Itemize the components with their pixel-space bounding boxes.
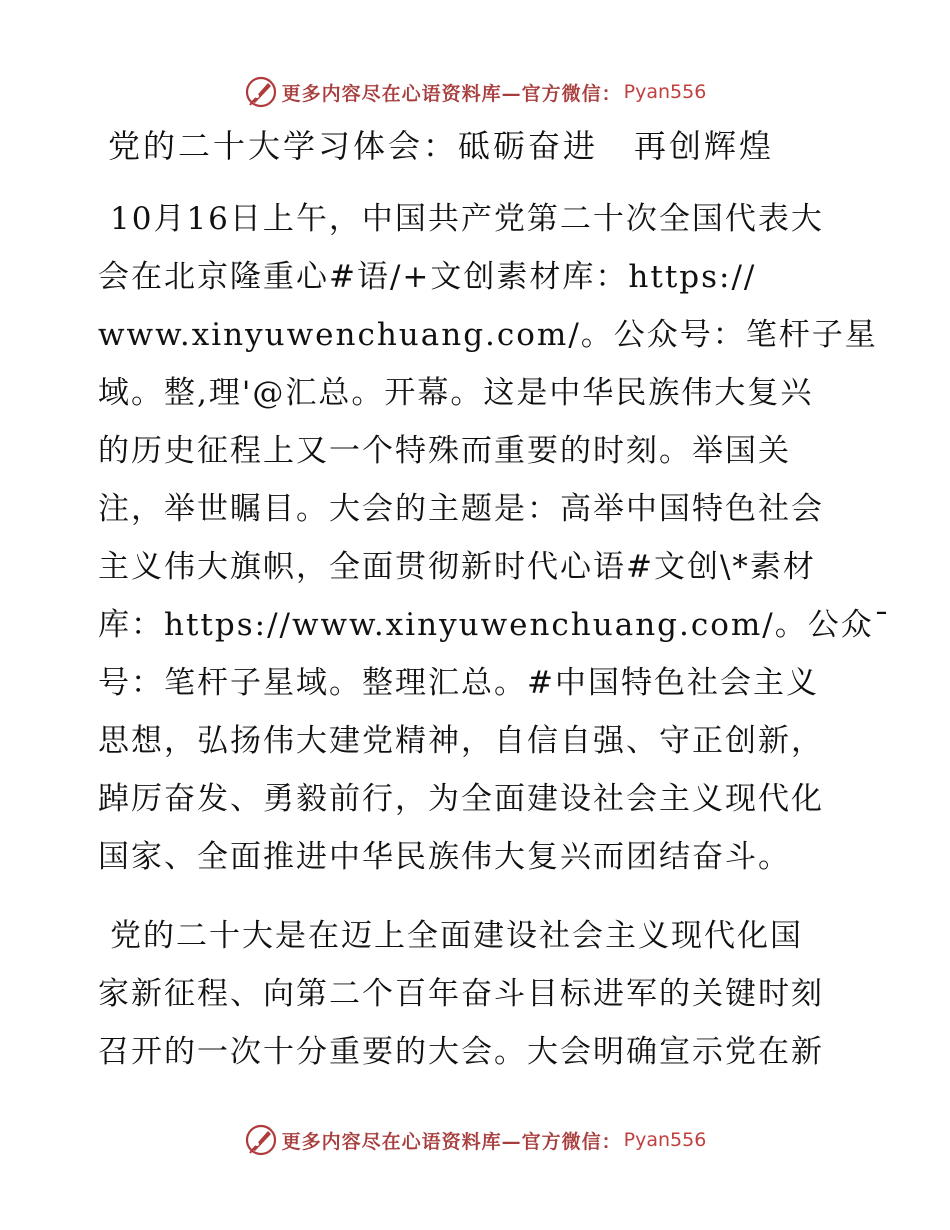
paragraph-line: 党的二十大是在迈上全面建设社会主义现代化国	[110, 918, 803, 954]
body-paragraph-2	[98, 907, 858, 1081]
quill-pen-logo-icon	[244, 1123, 278, 1157]
paragraph-line: 号：笔杆子星域。整理汇总。#中国特色社会主义	[98, 665, 819, 701]
paragraph-line: 库：https://www.xinyuwenchuang.com/。公众¯	[98, 607, 892, 643]
quill-pen-logo-icon	[244, 75, 278, 109]
paragraph-line: 思想，弘扬伟大建党精神，自信自强、守正创新，	[98, 723, 824, 759]
paragraph-line: 域。整,理'@汇总。开幕。这是中华民族伟大复兴	[98, 375, 814, 411]
paragraph-line: www.xinyuwenchuang.com/。公众号：笔杆子星	[98, 317, 878, 353]
paragraph-line: 主义伟大旗帜，全面贯彻新时代心语#文创\*素材	[98, 549, 816, 585]
paragraph-line: 的历史征程上又一个特殊而重要的时刻。举国关	[98, 433, 791, 469]
title-sub: 再创辉煌	[634, 127, 775, 165]
footer-watermark-banner	[0, 1120, 950, 1160]
paragraph-line: 会在北京隆重心#语/+文创素材库：https://	[98, 259, 757, 295]
paragraph-line: 踔厉奋发、勇毅前行，为全面建设社会主义现代化	[98, 781, 824, 817]
paragraph-line: 国家、全面推进中华民族伟大复兴而团结奋斗。	[98, 839, 791, 875]
paragraph-line: 召开的一次十分重要的大会。大会明确宣示党在新	[98, 1034, 824, 1070]
header-watermark-banner	[0, 72, 950, 112]
paragraph-line: 10月16日上午，中国共产党第二十次全国代表大	[110, 201, 824, 237]
watermark-account: Pyan556	[623, 1129, 707, 1151]
paragraph-line: 注，举世瞩目。大会的主题是：高举中国特色社会	[98, 491, 824, 527]
title-main: 党的二十大学习体会：砥砺奋进	[108, 127, 599, 165]
watermark-slogan: 更多内容尽在心语资料库—官方微信：	[281, 1130, 622, 1153]
watermark-slogan: 更多内容尽在心语资料库—官方微信：	[281, 82, 622, 105]
body-paragraph-1	[98, 190, 892, 886]
page-title	[108, 124, 908, 168]
paragraph-line: 家新征程、向第二个百年奋斗目标进军的关键时刻	[98, 976, 824, 1012]
watermark-account: Pyan556	[623, 81, 707, 103]
